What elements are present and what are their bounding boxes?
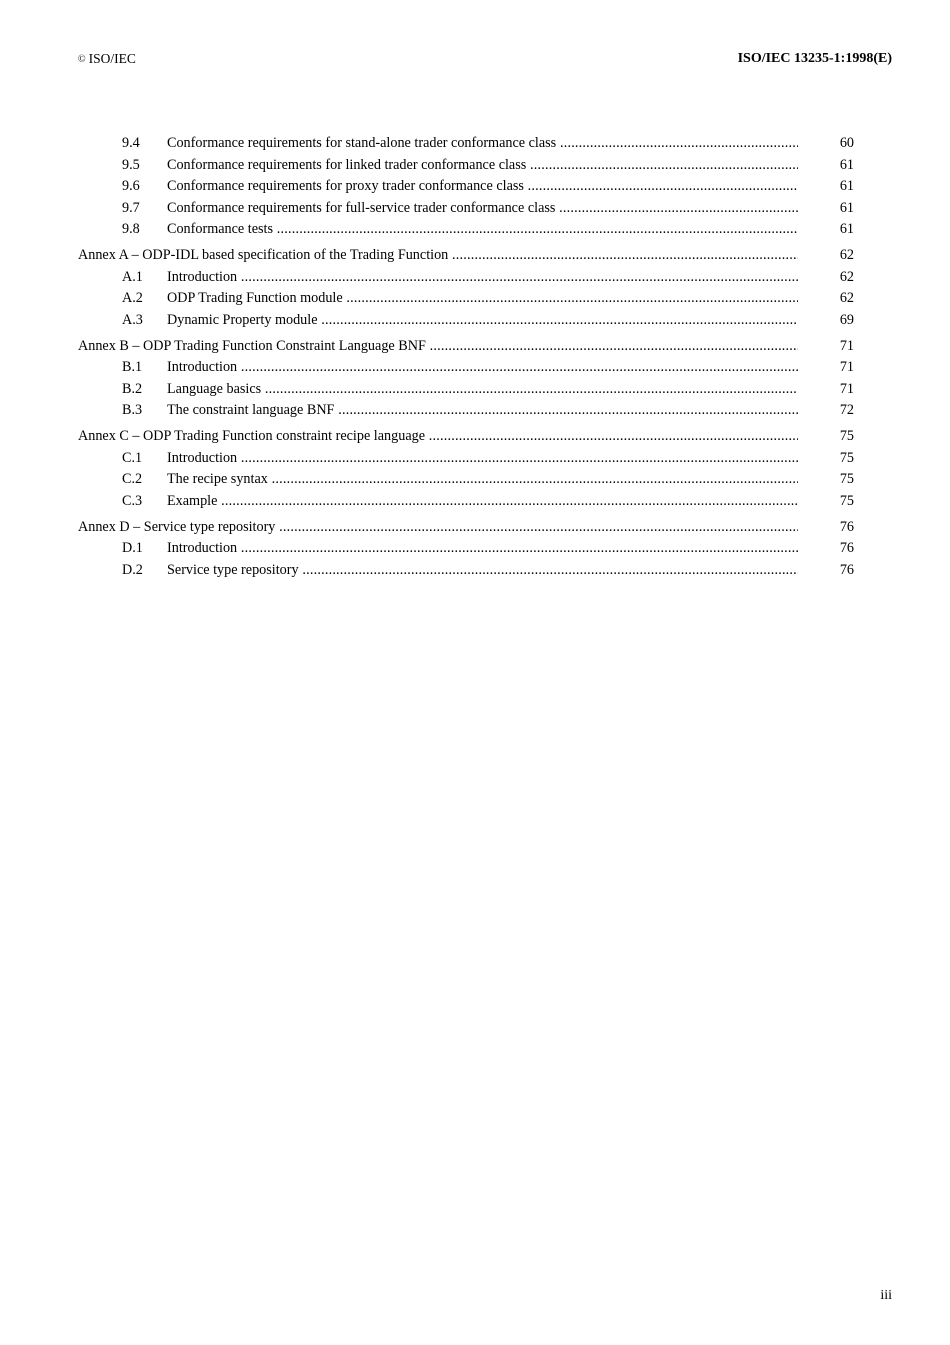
toc-entry-title: Annex D – Service type repository .....	[78, 517, 798, 539]
toc-entry-title: The recipe syntax .....	[167, 469, 798, 491]
toc-entry-title: Conformance requirements for full-service trader conformance class .....	[167, 198, 798, 220]
toc-section-row	[78, 133, 854, 155]
toc-section-number: D.1	[122, 540, 143, 556]
toc-entry-title: Introduction .....	[167, 448, 798, 470]
toc-section-row	[78, 560, 854, 582]
toc-entry-title: Dynamic Property module .....	[167, 310, 798, 332]
toc-page-number: 71	[839, 380, 854, 397]
toc-page-number: 75	[839, 471, 854, 487]
toc-page-number: 75	[839, 492, 854, 509]
toc-section-number: C.1	[122, 449, 143, 466]
toc-section-row	[78, 469, 854, 491]
toc-page-number: 75	[839, 449, 854, 466]
toc-entry-title: Introduction .....	[167, 267, 798, 289]
toc-entry-title: Example .....	[167, 491, 798, 513]
document-identifier: ISO/IEC 13235-1:1998(E)	[737, 51, 892, 66]
toc-section-number: C.3	[122, 492, 143, 509]
copyright-symbol: ©	[78, 54, 86, 65]
toc-entry-title: Conformance requirements for linked trader conformance class .....	[167, 155, 798, 177]
header-left-text: ISO/IEC	[88, 51, 136, 66]
toc-page-number: 71	[839, 359, 854, 375]
toc-page-number: 60	[839, 135, 854, 151]
toc-entry-title: Conformance requirements for stand-alone trader conformance class .....	[167, 133, 798, 155]
toc-section-number: B.3	[122, 402, 143, 418]
toc-section-row	[78, 288, 854, 310]
toc-section-number: 9.5	[122, 156, 140, 173]
toc-page-number: 62	[839, 268, 854, 285]
toc-section-number: C.2	[122, 471, 143, 487]
toc-section-row	[78, 538, 854, 560]
toc-section-number: D.2	[122, 561, 143, 578]
toc-page-number: 61	[839, 221, 854, 237]
toc-page-number: 71	[839, 337, 854, 354]
toc-section-row	[78, 448, 854, 470]
toc-page-number: 62	[839, 247, 854, 263]
toc-annex-row	[78, 336, 854, 358]
toc-section-number: 9.8	[122, 221, 140, 237]
toc-annex-row	[78, 245, 854, 267]
toc-section-number: 9.6	[122, 178, 140, 194]
toc-page-number: 69	[839, 311, 854, 328]
toc-section-row	[78, 357, 854, 379]
toc-section-row	[78, 219, 854, 241]
toc-page-number: 61	[839, 199, 854, 216]
toc-section-number: B.1	[122, 359, 143, 375]
toc-entry-title: The constraint language BNF .....	[167, 400, 798, 422]
header-copyright	[78, 51, 136, 67]
toc-entry-title: Annex C – ODP Trading Function constraint recipe language .....	[78, 426, 798, 448]
toc-section-number: A.1	[122, 268, 143, 285]
toc-entry-title: Language basics .....	[167, 379, 798, 401]
toc-annex-row	[78, 517, 854, 539]
toc-entry-title: Annex A – ODP-IDL based specification of the Trading Function .....	[78, 245, 798, 267]
toc-entry-title: Introduction .....	[167, 538, 798, 560]
toc-page-number: 61	[839, 178, 854, 194]
toc-section-row	[78, 379, 854, 401]
toc-section-row	[78, 400, 854, 422]
toc-entry-title: Introduction .....	[167, 357, 798, 379]
toc-section-number: 9.4	[122, 135, 140, 151]
toc-entry-title: Annex B – ODP Trading Function Constraint Language BNF .....	[78, 336, 798, 358]
toc-page-number: 62	[839, 290, 854, 306]
toc-entry-title: Service type repository .....	[167, 560, 798, 582]
toc-section-row	[78, 267, 854, 289]
toc-entry-title: Conformance tests .....	[167, 219, 798, 241]
toc-page-number: 61	[839, 156, 854, 173]
table-of-contents	[78, 133, 854, 581]
toc-page-number: 76	[839, 518, 854, 535]
toc-entry-title: ODP Trading Function module .....	[167, 288, 798, 310]
page-number: iii	[880, 1288, 892, 1303]
toc-section-row	[78, 310, 854, 332]
toc-section-number: 9.7	[122, 199, 140, 216]
toc-section-row	[78, 198, 854, 220]
toc-page-number: 76	[839, 561, 854, 578]
toc-page-number: 75	[839, 428, 854, 444]
toc-section-row	[78, 176, 854, 198]
toc-section-row	[78, 155, 854, 177]
toc-section-number: B.2	[122, 380, 143, 397]
toc-section-number: A.3	[122, 311, 143, 328]
toc-entry-title: Conformance requirements for proxy trader conformance class .....	[167, 176, 798, 198]
toc-annex-row	[78, 426, 854, 448]
toc-page-number: 76	[839, 540, 854, 556]
toc-section-number: A.2	[122, 290, 143, 306]
toc-page-number: 72	[839, 402, 854, 418]
toc-section-row	[78, 491, 854, 513]
